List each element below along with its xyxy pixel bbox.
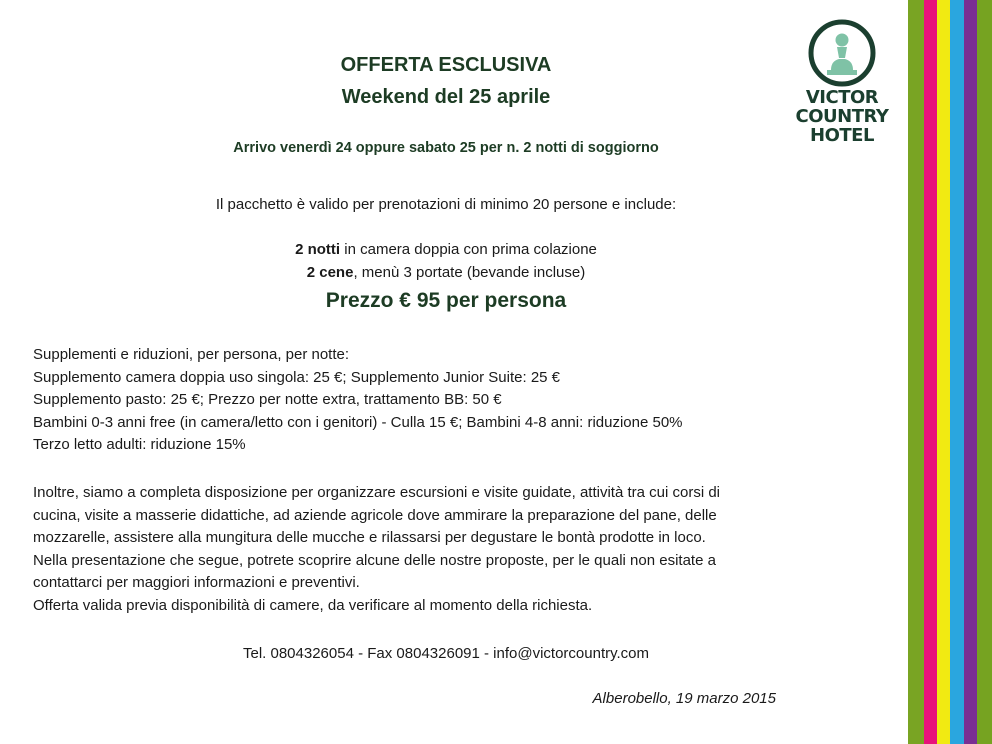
inclusion-dinners-text: , menù 3 portate (bevande incluse)	[353, 264, 586, 281]
details-line: Nella presentazione che segue, potrete scoprire alcune delle nostre proposte, per le quali non esitate a	[33, 551, 716, 569]
offer-title: OFFERTA ESCLUSIVA	[340, 54, 552, 76]
supplement-line: Terzo letto adulti: riduzione 15%	[33, 436, 246, 453]
arrival-info: Arrivo venerdì 24 oppure sabato 25 per n. 2 notti di soggiorno	[233, 140, 659, 156]
stripe-purple	[964, 0, 977, 744]
logo-word-country: COUNTRY	[795, 106, 889, 127]
details-line: mozzarelle, assistere alla mungitura delle mucche e rilassarsi per degustare le bontà prodotte in loco.	[33, 529, 706, 546]
chess-pawn-icon	[807, 18, 877, 88]
supplement-line: Bambini 0-3 anni free (in camera/letto con i genitori) - Culla 15 €; Bambini 4-8 anni: riduzione 50%	[33, 413, 683, 431]
inclusion-dinners	[0, 264, 892, 281]
contacts: Tel. 0804326054 - Fax 0804326091 - info@victorcountry.com	[242, 645, 650, 662]
inclusion-nights-text: in camera doppia con prima colazione	[340, 241, 597, 258]
stripe-green-left	[908, 0, 924, 744]
supplements-block	[33, 344, 893, 457]
supplement-line: Supplemento pasto: 25 €; Prezzo per notte extra, trattamento BB: 50 €	[33, 391, 502, 408]
hotel-logo	[790, 18, 894, 158]
details-line: Inoltre, siamo a completa disposizione per organizzare escursioni e visite guidate, attività tra cui corsi di	[33, 484, 720, 501]
package-intro: Il pacchetto è valido per prenotazioni di minimo 20 persone e include:	[215, 196, 677, 213]
details-line: cucina, visite a masserie didattiche, ad aziende agricole dove ammirare la preparazione del pane, delle	[33, 506, 717, 524]
price: Prezzo € 95 per persona	[325, 289, 567, 312]
supplement-line: Supplementi e riduzioni, per persona, per notte:	[33, 346, 350, 363]
details-block	[33, 482, 893, 617]
stripe-magenta	[924, 0, 937, 744]
details-line: contattarci per maggiori informazioni e preventivi.	[33, 574, 360, 591]
stripe-blue	[950, 0, 964, 744]
color-stripes	[908, 0, 992, 744]
inclusion-nights	[0, 241, 892, 258]
stripe-green-right	[977, 0, 992, 744]
inclusion-nights-bold: 2 notti	[295, 241, 341, 258]
logo-word-hotel: HOTEL	[810, 125, 874, 146]
signature-date: Alberobello, 19 marzo 2015	[592, 690, 776, 707]
stripe-yellow	[937, 0, 950, 744]
details-line: Offerta valida previa disponibilità di camere, da verificare al momento della richiesta.	[33, 596, 593, 614]
offer-subtitle: Weekend del 25 aprile	[341, 86, 551, 108]
inclusion-dinners-bold: 2 cene	[306, 264, 354, 281]
logo-word-victor: VICTOR	[805, 87, 879, 108]
supplement-line: Supplemento camera doppia uso singola: 25 €; Supplemento Junior Suite: 25 €	[33, 368, 561, 386]
